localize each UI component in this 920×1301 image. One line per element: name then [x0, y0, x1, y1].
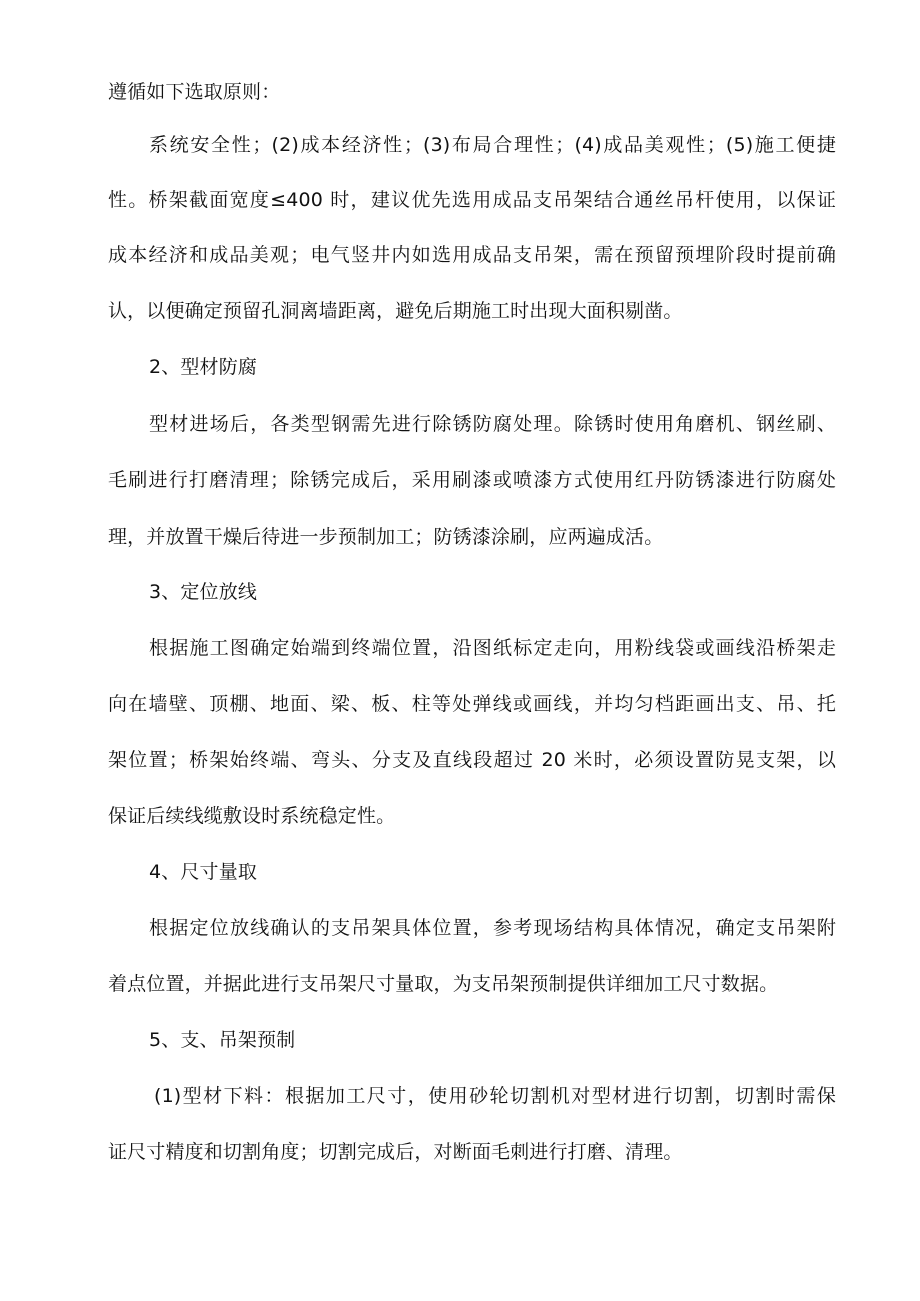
paragraph-line: 架位置；桥架始终端、弯头、分支及直线段超过 20 米时，必须设置防晃支架，以 [108, 749, 836, 771]
section-heading-5: 5、支、吊架预制 [149, 1029, 296, 1051]
paragraph-line: 系统安全性；(2)成本经济性；(3)布局合理性；(4)成品美观性；(5)施工便捷 [149, 134, 836, 156]
paragraph-line-intro: 遵循如下选取原则： [108, 81, 281, 103]
paragraph-line: 根据定位放线确认的支吊架具体位置，参考现场结构具体情况，确定支吊架附 [149, 917, 836, 939]
paragraph-line: 保证后续线缆敷设时系统稳定性。 [108, 805, 396, 827]
paragraph-line: 理，并放置干燥后待进一步预制加工；防锈漆涂刷，应两遍成活。 [108, 526, 664, 548]
paragraph-line: 向在墙壁、顶棚、地面、梁、板、柱等处弹线或画线，并均匀档距画出支、吊、托 [108, 693, 836, 715]
section-heading-3: 3、定位放线 [149, 581, 257, 603]
paragraph-line: 性。桥架截面宽度≤400 时，建议优先选用成品支吊架结合通丝吊杆使用，以保证 [108, 189, 836, 211]
paragraph-line: 证尺寸精度和切割角度；切割完成后，对断面毛刺进行打磨、清理。 [108, 1141, 683, 1163]
paragraph-line: (1)型材下料：根据加工尺寸，使用砂轮切割机对型材进行切割，切割时需保 [154, 1085, 836, 1107]
paragraph-line: 型材进场后，各类型钢需先进行除锈防腐处理。除锈时使用角磨机、钢丝刷、 [149, 413, 836, 435]
paragraph-line: 着点位置，并据此进行支吊架尺寸量取，为支吊架预制提供详细加工尺寸数据。 [108, 973, 779, 995]
section-heading-2: 2、型材防腐 [149, 356, 257, 378]
paragraph-line: 成本经济和成品美观；电气竖井内如选用成品支吊架，需在预留预埋阶段时提前确 [108, 244, 836, 266]
paragraph-line: 认，以便确定预留孔洞离墙距离，避免后期施工时出现大面积剔凿。 [108, 300, 683, 322]
paragraph-line: 根据施工图确定始端到终端位置，沿图纸标定走向，用粉线袋或画线沿桥架走 [149, 637, 836, 659]
paragraph-line: 毛刷进行打磨清理；除锈完成后，采用刷漆或喷漆方式使用红丹防锈漆进行防腐处 [108, 469, 836, 491]
section-heading-4: 4、尺寸量取 [149, 861, 257, 883]
